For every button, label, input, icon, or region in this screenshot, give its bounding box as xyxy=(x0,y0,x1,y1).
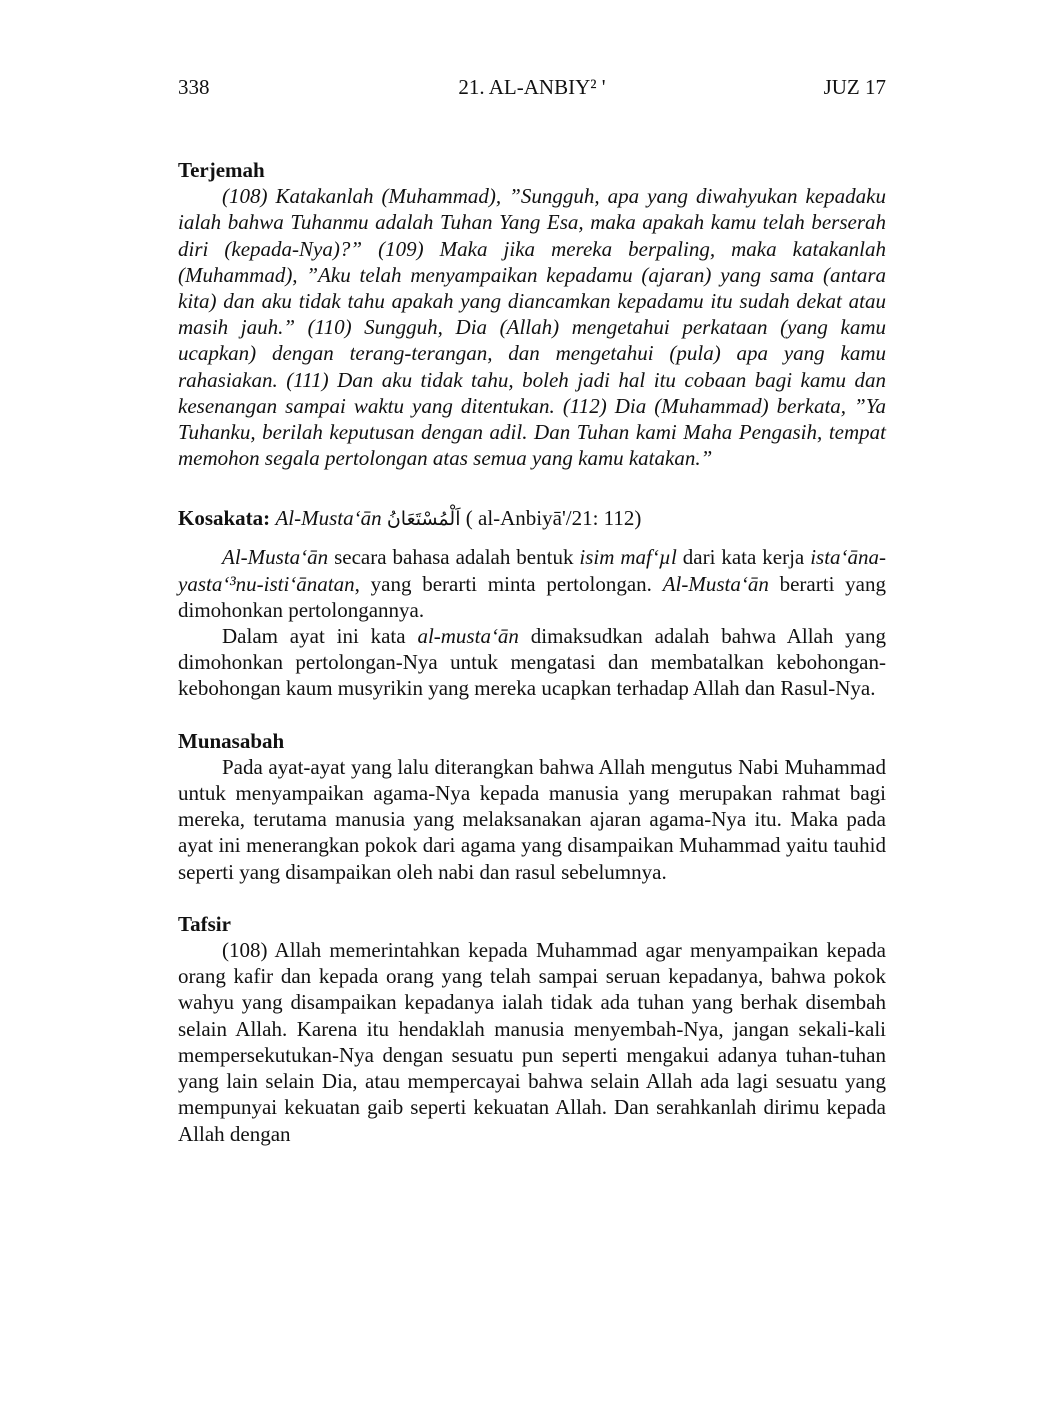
term-al-mustaan-2: Al-Musta‘ān xyxy=(662,571,769,596)
text-fragment: dari kata kerja xyxy=(676,545,811,570)
munasabah-text: Pada ayat-ayat yang lalu diterangkan bahwa Allah mengutus Nabi Muhammad untuk menyampaikan agama-Nya kepada manusia yang merupakan rahmat bagi mereka, terutama manusia yang melaksanakan ajaran agama-Nya itu. Maka pada ayat ini menerangkan pokok dari agama yang disampaikan Muhammad yaitu tauhid seperti yang disampaikan oleh nabi dan rasul sebelumnya. xyxy=(178,754,886,884)
kosakata-paragraph-2 xyxy=(178,623,886,702)
terjemah-text: (108) Katakanlah (Muhammad), ”Sungguh, apa yang diwahyukan kepadaku ialah bahwa Tuhanmu adalah Tuhan Yang Esa, maka apakah kamu telah berserah diri (kepada-Nya)?” (109) Maka jika mereka berpaling, maka katakanlah (Muhammad), ”Aku telah menyampaikan kepadamu (ajaran) yang sama (antara kita) dan aku tidak tahu apakah yang diancamkan kepadamu itu sudah dekat atau masih jauh.” (110) Sungguh, Dia (Allah) mengetahui perkataan (yang kamu ucapkan) dengan terang-terangan, dan mengetahui (pula) apa yang kamu rahasiakan. (111) Dan aku tidak tahu, boleh jadi hal itu cobaan bagi kamu dan kesenangan sampai waktu yang ditentukan. (112) Dia (Muhammad) berkata, ”Ya Tuhanku, berilah keputusan dengan adil. Dan Tuhan kami Maha Pengasih, tempat memohon segala pertolongan atas semua yang kamu katakan.” xyxy=(178,184,886,471)
text-fragment: Dalam ayat ini kata xyxy=(222,624,418,649)
terjemah-heading: Terjemah xyxy=(178,158,265,182)
tafsir-text: (108) Allah memerintahkan kepada Muhammad agar menyampaikan kepada orang kafir dan kepada orang yang telah sampai seruan kepadanya, bahwa pokok wahyu yang disampaikan kepadanya ialah tidak ada tuhan yang berhak disembah selain Allah. Karena itu hendaklah manusia menyembah-Nya, jangan sekali-kali mempersekutukan-Nya dengan sesuatu pun seperti mengakui adanya tuhan-tuhan yang lain selain Dia, atau mempercayai bahwa selain Allah ada lagi sesuatu yang mempunyai kekuatan gaib seperti kekuatan Allah. Dan serahkanlah dirimu kepada Allah dengan xyxy=(178,938,886,1146)
munasabah-heading: Munasabah xyxy=(178,728,285,753)
page-number: 338 xyxy=(178,75,210,99)
page-content xyxy=(178,70,886,1147)
surah-title: 21. AL-ANBIY² ' xyxy=(458,75,606,99)
terjemah-section xyxy=(178,157,886,471)
term-al-mustaan-3: al-musta‘ān xyxy=(417,624,519,649)
tafsir-heading: Tafsir xyxy=(178,911,231,936)
text-fragment: secara bahasa adalah bentuk xyxy=(328,545,580,570)
text-fragment: , yang berarti minta pertolongan. xyxy=(354,571,663,596)
running-header xyxy=(178,70,886,104)
tafsir-section xyxy=(178,911,886,1147)
term-verb-forms: ista‘āna-yasta‘³nu-isti‘ānatan xyxy=(178,545,887,596)
term-al-mustaan: Al-Musta‘ān xyxy=(222,545,329,570)
text-fragment: dimaksudkan adalah bahwa Allah yang dimohonkan pertolongan-Nya untuk mengatasi dan membatalkan kebohongan-kebohongan kaum musyrikin yang mereka ucapkan terhadap Allah dan Rasul-Nya. xyxy=(178,624,886,701)
kosakata-arabic: اَلْمُسْتَعَانُ xyxy=(386,508,461,531)
kosakata-paragraph-1 xyxy=(178,544,886,623)
kosakata-term: Al-Musta‘ān xyxy=(275,506,382,531)
text-fragment: berarti yang dimohonkan pertolongannya. xyxy=(178,571,886,622)
kosakata-section xyxy=(178,503,886,701)
kosakata-title-line xyxy=(178,503,886,534)
term-isim-maful: isim maf‘µl xyxy=(579,545,677,570)
kosakata-label: Kosakata: xyxy=(178,506,271,531)
munasabah-section xyxy=(178,728,886,885)
kosakata-reference: ( al-Anbiyā'/21: 112) xyxy=(465,506,642,531)
juz-label: JUZ 17 xyxy=(823,75,886,99)
